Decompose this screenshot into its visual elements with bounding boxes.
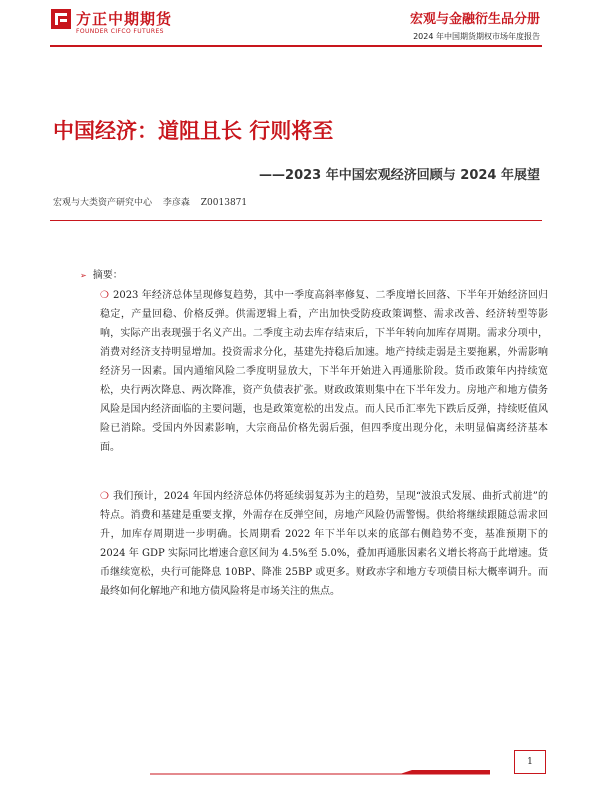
page-number: 1 — [514, 750, 546, 774]
arrow-bullet-icon: ➢ — [80, 271, 87, 280]
header-divider — [50, 45, 542, 47]
abstract-heading — [80, 266, 123, 281]
author-dept: 宏观与大类资产研究中心 — [53, 198, 153, 208]
circle-bullet-icon: ❍ — [100, 290, 109, 301]
paragraph-text: 2023 年经济总体呈现修复趋势，其中一季度高斜率修复、二季度增长回落、下半年开始经济回归稳定，产量回稳、价格反弹。供需逻辑上看，产出加快受防疫政策调整、需求改善、经济转型等影响，实际产出表现强于名义产出。二季度主动去库存结束后，下半年转向加库存周期。需求分项中，消费对经济支持明显增加。投资需求分化，基建先持稳后加速。地产持续走弱是主要拖累，外需影响经济另一因素。国内通缩风险二季度明显放大，下半年开始进入再通胀阶段。货币政策年内持续宽松，央行两次降息、两次降准，资产负债表扩张。财政政策则集中在下半年发力。房地产和地方债务风险是国内经济面临的主要问题，也是政策宽松的出发点。而人民币汇率先下跌后反弹，持续贬值风险已消除。受国内外因素影响，大宗商品价格先弱后强，但四季度出现分化，未明显偏离经济基本面。 — [100, 290, 548, 453]
company-name-en: FOUNDER CIFCO FUTURES — [76, 28, 164, 35]
abstract-paragraph — [100, 286, 548, 457]
logo-mark-icon — [50, 8, 72, 30]
company-logo — [50, 6, 200, 42]
author-line — [53, 195, 255, 208]
abstract-label: 摘要： — [92, 270, 123, 281]
report-type: 2024 年中国期货期权市场年度报告 — [413, 32, 540, 41]
paragraph-text: 我们预计，2024 年国内经济总体仍将延续弱复苏为主的趋势，呈现“波浪式发展、曲折式前进”的特点。消费和基建是重要支撑，外需存在反弹空间，房地产风险仍需警惕。供给将继续跟随总需求回升，加库存周期进一步明确。长周期看 2022 年下半年以来的底部右侧趋势不变，基准预期下的 2024 年 GDP 实际同比增速合意区间为 4.5%至 5.0%，叠加再通胀因素名义增长将高于此增速。货币继续宽松，央行可能降息 10BP、降准 25BP 或更多。财政赤字和地方专项债目标大概率调升。而最终如何化解地产和地方债风险将是市场关注的焦点。 — [100, 491, 548, 597]
footer-decoration-icon — [150, 736, 490, 776]
page-title: 中国经济：道阻且长 行则将至 — [53, 119, 334, 143]
circle-bullet-icon: ❍ — [100, 491, 109, 502]
abstract-paragraph — [100, 487, 548, 601]
author-name: 李彦森 — [162, 198, 190, 208]
author-cert: Z0013871 — [200, 198, 248, 208]
page-subtitle: ——2023 年中国宏观经济回顾与 2024 年展望 — [259, 168, 540, 183]
report-series: 宏观与金融衍生品分册 — [409, 12, 540, 27]
section-divider — [50, 220, 542, 221]
company-name: 方正中期期货 — [76, 10, 173, 28]
